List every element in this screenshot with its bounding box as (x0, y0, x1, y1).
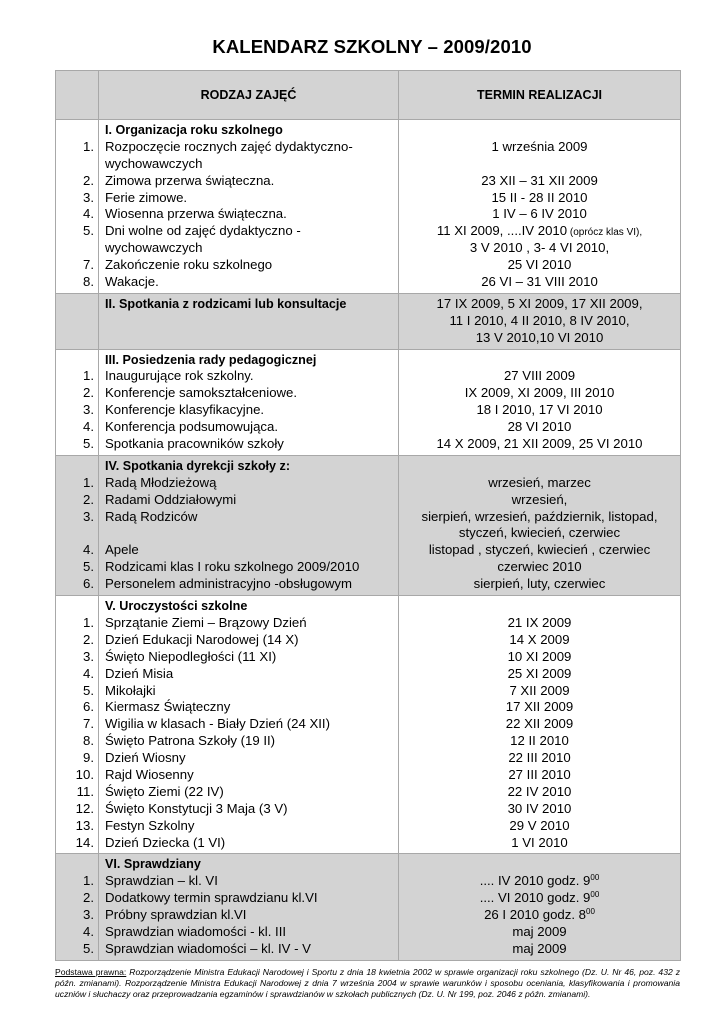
item-number: 2. (83, 890, 94, 906)
term-text: styczeń, kwiecień, czerwiec (458, 525, 621, 541)
item-number: 4. (83, 542, 94, 558)
item-number: 4. (83, 206, 94, 222)
term-cell (399, 455, 681, 595)
item-number: 5. (83, 223, 94, 239)
number-cell (56, 293, 99, 349)
item-number: 3. (83, 648, 94, 664)
item-number: 4. (83, 923, 94, 939)
activity-item (99, 313, 398, 330)
term-value (399, 907, 680, 924)
time-minutes-superscript: 00 (590, 890, 600, 900)
item-number: 7. (83, 716, 94, 732)
term-text: 22 IV 2010 (507, 783, 572, 799)
section-heading: I. Organizacja roku szkolnego (105, 123, 283, 137)
activity-item: Zakończenie roku szkolnego (105, 257, 273, 273)
item-number: 1. (83, 873, 94, 889)
activity-item: Spotkania pracowników szkoły (105, 436, 284, 452)
term-value (399, 632, 680, 649)
item-number (56, 525, 98, 542)
term-value (399, 699, 680, 716)
term-text: 17 XII 2009 (505, 699, 574, 715)
item-number: 5. (83, 682, 94, 698)
item-number: 3. (83, 402, 94, 418)
term-text: 27 III 2010 (508, 766, 571, 782)
activity-item: Święto Niepodległości (11 XI) (105, 648, 277, 664)
item-number: 5. (83, 436, 94, 452)
item-number: 12. (75, 800, 94, 816)
term-text: maj 2009 (512, 923, 567, 939)
term-text: 14 X 2009, 21 XII 2009, 25 VI 2010 (436, 436, 643, 452)
activity-item: Dzień Dziecka (1 VI) (105, 834, 226, 850)
item-number (56, 458, 98, 475)
item-number: 8. (83, 733, 94, 749)
item-number: 3. (83, 508, 94, 524)
term-value (399, 156, 680, 173)
term-value (399, 274, 680, 291)
term-value (399, 924, 680, 941)
activity-item: Sprawdzian wiadomości - kl. III (105, 923, 287, 939)
term-value (399, 173, 680, 190)
term-text: 3 V 2010 , 3- 4 VI 2010, (469, 240, 610, 256)
term-text: maj 2009 (512, 940, 567, 956)
activity-item: Dni wolne od zajęć dydaktyczno - (105, 223, 301, 239)
activity-item: Festyn Szkolny (105, 817, 195, 833)
term-value (399, 856, 680, 873)
term-value (399, 615, 680, 632)
item-number (56, 240, 98, 257)
item-number (56, 598, 98, 615)
item-number (56, 856, 98, 873)
term-text: 23 XII – 31 XII 2009 (481, 172, 598, 188)
term-text: 13 V 2010,10 VI 2010 (475, 329, 604, 345)
number-cell (56, 120, 99, 294)
activity-item: Święto Ziemi (22 IV) (105, 783, 224, 799)
item-number (56, 156, 98, 173)
term-cell (399, 120, 681, 294)
term-value (399, 122, 680, 139)
term-text: 7 XII 2009 (509, 682, 570, 698)
item-number: 3. (83, 189, 94, 205)
item-number (56, 330, 98, 347)
item-number (56, 352, 98, 369)
number-cell (56, 854, 99, 960)
item-number (56, 313, 98, 330)
term-value (399, 733, 680, 750)
activity-cell (99, 596, 399, 854)
term-text: 11 I 2010, 4 II 2010, 8 IV 2010, (449, 312, 630, 328)
term-text: 22 III 2010 (508, 750, 571, 766)
activity-item (99, 525, 398, 542)
legal-basis-footnote (55, 967, 680, 1001)
term-text: 30 IV 2010 (507, 800, 572, 816)
item-number: 5. (83, 559, 94, 575)
term-value (399, 257, 680, 274)
section-heading: III. Posiedzenia rady pedagogicznej (105, 352, 317, 367)
term-text: 18 I 2010, 17 VI 2010 (476, 402, 603, 418)
term-value (399, 559, 680, 576)
term-text: czerwiec 2010 (497, 559, 582, 575)
term-value (399, 649, 680, 666)
activity-item: Radą Rodziców (105, 508, 198, 524)
item-number: 7. (83, 257, 94, 273)
activity-item: Kiermasz Świąteczny (105, 699, 231, 715)
activity-item: Konferencje klasyfikacyjne. (105, 402, 265, 418)
activity-item: Mikołajki (105, 682, 156, 698)
term-value (399, 890, 680, 907)
time-minutes-superscript: 00 (590, 873, 600, 883)
section-row (56, 596, 681, 854)
item-number: 2. (83, 172, 94, 188)
term-value (399, 190, 680, 207)
term-value (399, 750, 680, 767)
term-value (399, 716, 680, 733)
activity-item (99, 330, 398, 347)
activity-item: Personelem administracyjno -obsługowym (105, 576, 353, 592)
number-cell (56, 596, 99, 854)
term-text: 27 VIII 2009 (503, 368, 576, 384)
term-value (399, 818, 680, 835)
term-text: listopad , styczeń, kwiecień , czerwiec (428, 542, 651, 558)
item-number: 2. (83, 631, 94, 647)
term-value (399, 835, 680, 852)
section-row (56, 854, 681, 960)
item-number: 1. (83, 474, 94, 490)
activity-item: Dzień Edukacji Narodowej (14 X) (105, 631, 299, 647)
section-heading: V. Uroczystości szkolne (105, 599, 248, 614)
term-value (399, 385, 680, 402)
item-number: 1. (83, 138, 94, 154)
term-text: 26 I 2010 godz. 8 (484, 907, 586, 923)
term-cell (399, 854, 681, 960)
section-row (56, 120, 681, 294)
item-number: 9. (83, 750, 94, 766)
section-heading: II. Spotkania z rodzicami lub konsultacje (105, 296, 347, 311)
school-calendar-table (55, 70, 681, 961)
item-number: 2. (83, 491, 94, 507)
term-cell (399, 596, 681, 854)
term-value (399, 941, 680, 958)
term-value (399, 139, 680, 156)
term-value (399, 223, 680, 240)
term-value (399, 542, 680, 559)
header-activity-type: RODZAJ ZAJĘĆ (99, 71, 399, 120)
term-value (399, 402, 680, 419)
number-cell (56, 349, 99, 455)
activity-item: Wakacje. (105, 274, 159, 290)
number-cell (56, 455, 99, 595)
table-body (56, 120, 681, 961)
activity-item: Sprzątanie Ziemi – Brązowy Dzień (105, 614, 307, 630)
term-value (399, 206, 680, 223)
term-value (399, 683, 680, 700)
item-number (56, 122, 98, 139)
term-text: 1 VI 2010 (511, 834, 568, 850)
term-value (399, 666, 680, 683)
activity-cell (99, 854, 399, 960)
term-value (399, 458, 680, 475)
term-value (399, 509, 680, 526)
item-number: 10. (75, 766, 94, 782)
item-number (56, 296, 98, 313)
term-text: IX 2009, XI 2009, III 2010 (464, 385, 615, 401)
term-text: 21 IX 2009 (507, 614, 572, 630)
activity-item: Święto Konstytucji 3 Maja (3 V) (105, 800, 288, 816)
table-header-row (56, 71, 681, 120)
activity-item: Święto Patrona Szkoły (19 II) (105, 733, 276, 749)
activity-item: Dzień Misia (105, 665, 174, 681)
header-number-cell (56, 71, 99, 120)
term-text: .... IV 2010 godz. 9 (479, 873, 591, 889)
term-value (399, 352, 680, 369)
item-number: 3. (83, 907, 94, 923)
section-row (56, 349, 681, 455)
term-text: 17 IX 2009, 5 XI 2009, 17 XII 2009, (436, 295, 643, 311)
activity-cell (99, 293, 399, 349)
term-value (399, 576, 680, 593)
section-heading: IV. Spotkania dyrekcji szkoły z: (105, 458, 291, 473)
item-number: 1. (83, 368, 94, 384)
item-number: 2. (83, 385, 94, 401)
section-row (56, 455, 681, 595)
activity-item: Ferie zimowe. (105, 189, 188, 205)
activity-item: Rajd Wiosenny (105, 766, 194, 782)
term-cell (399, 293, 681, 349)
activity-item: Radami Oddziałowymi (105, 491, 237, 507)
activity-cell (99, 455, 399, 595)
item-number: 4. (83, 419, 94, 435)
term-value (399, 492, 680, 509)
section-row (56, 293, 681, 349)
term-text: 14 X 2009 (509, 631, 570, 647)
term-text: 11 XI 2009, ....IV 2010 (436, 223, 568, 239)
item-number: 6. (83, 699, 94, 715)
activity-item: Rodzicami klas I roku szkolnego 2009/2010 (105, 559, 360, 575)
page-title: KALENDARZ SZKOLNY – 2009/2010 (212, 36, 532, 57)
term-note: (oprócz klas VI), (567, 227, 643, 239)
term-text: 1 września 2009 (491, 138, 588, 154)
activity-item: wychowawczych (105, 155, 203, 171)
activity-item: Dodatkowy termin sprawdzianu kl.VI (105, 890, 318, 906)
item-number: 8. (83, 274, 94, 290)
term-value (399, 598, 680, 615)
term-text: 28 VI 2010 (507, 419, 572, 435)
term-value (399, 767, 680, 784)
activity-cell (99, 349, 399, 455)
term-value (399, 296, 680, 313)
activity-item: Rozpoczęcie rocznych zajęć dydaktyczno- (105, 138, 353, 154)
item-number: 13. (75, 817, 94, 833)
term-value (399, 873, 680, 890)
item-number: 6. (83, 576, 94, 592)
activity-item: Inaugurujące rok szkolny. (105, 368, 254, 384)
term-text: wrzesień, (511, 491, 568, 507)
activity-item: Wigilia w klasach - Biały Dzień (24 XII) (105, 716, 330, 732)
term-text: .... VI 2010 godz. 9 (479, 890, 591, 906)
activity-cell (99, 120, 399, 294)
term-value (399, 475, 680, 492)
activity-item: Zimowa przerwa świąteczna. (105, 172, 275, 188)
term-text: sierpień, luty, czerwiec (473, 576, 606, 592)
footnote-text: Rozporządzenie Ministra Edukacji Narodowej i Sportu z dnia 18 kwietnia 2002 w sprawie organizacji roku szkolnego (Dz. U. Nr 46, poz. 432 z późn. zmianami). Rozporządzenie Ministra Edukacji Narodowej z dnia 7 września 2004 w sprawie warunków i sposobu oceniania, klasyfikowania i promowania uczniów i słuchaczy oraz przeprowadzania egzaminów i sprawdzianów w szkołach publicznych (Dz. U. Nr 199, poz. 2046 z późn. zmianami). (55, 967, 681, 1000)
activity-item: Sprawdzian wiadomości – kl. IV - V (105, 940, 311, 956)
activity-item: Sprawdzian – kl. VI (105, 873, 218, 889)
item-number: 14. (75, 834, 94, 850)
term-value (399, 436, 680, 453)
item-number: 11. (76, 783, 94, 799)
term-text: 29 V 2010 (509, 817, 570, 833)
term-value (399, 419, 680, 436)
term-text: 1 IV – 6 IV 2010 (492, 206, 587, 222)
term-value (399, 784, 680, 801)
term-text: 10 XI 2009 (507, 648, 572, 664)
footnote-lead: Podstawa prawna: (55, 967, 127, 977)
term-text: 25 VI 2010 (507, 257, 572, 273)
term-value (399, 240, 680, 257)
section-heading: VI. Sprawdziany (105, 857, 201, 872)
activity-item: Radą Młodzieżową (105, 474, 217, 490)
term-text: 22 XII 2009 (505, 716, 574, 732)
activity-item: Apele (105, 542, 139, 558)
term-value (399, 525, 680, 542)
activity-item: wychowawczych (105, 240, 203, 256)
item-number: 1. (83, 614, 94, 630)
activity-item: Wiosenna przerwa świąteczna. (105, 206, 287, 222)
term-text: wrzesień, marzec (488, 474, 591, 490)
item-number: 4. (83, 665, 94, 681)
time-minutes-superscript: 00 (586, 907, 595, 917)
header-term: TERMIN REALIZACJI (399, 71, 681, 120)
term-value (399, 801, 680, 818)
term-text: 12 II 2010 (510, 733, 569, 749)
term-text: 26 VI – 31 VIII 2010 (481, 274, 598, 290)
term-value (399, 313, 680, 330)
activity-item: Próbny sprawdzian kl.VI (105, 907, 247, 923)
activity-item: Konferencje samokształceniowe. (105, 385, 298, 401)
term-value (399, 330, 680, 347)
term-text: sierpień, wrzesień, październik, listopad, (421, 508, 658, 524)
term-cell (399, 349, 681, 455)
activity-item: Dzień Wiosny (105, 750, 186, 766)
term-text: 25 XI 2009 (507, 665, 572, 681)
term-value (399, 368, 680, 385)
item-number: 5. (83, 940, 94, 956)
activity-item: Konferencja podsumowująca. (105, 419, 279, 435)
term-text: 15 II - 28 II 2010 (491, 189, 588, 205)
